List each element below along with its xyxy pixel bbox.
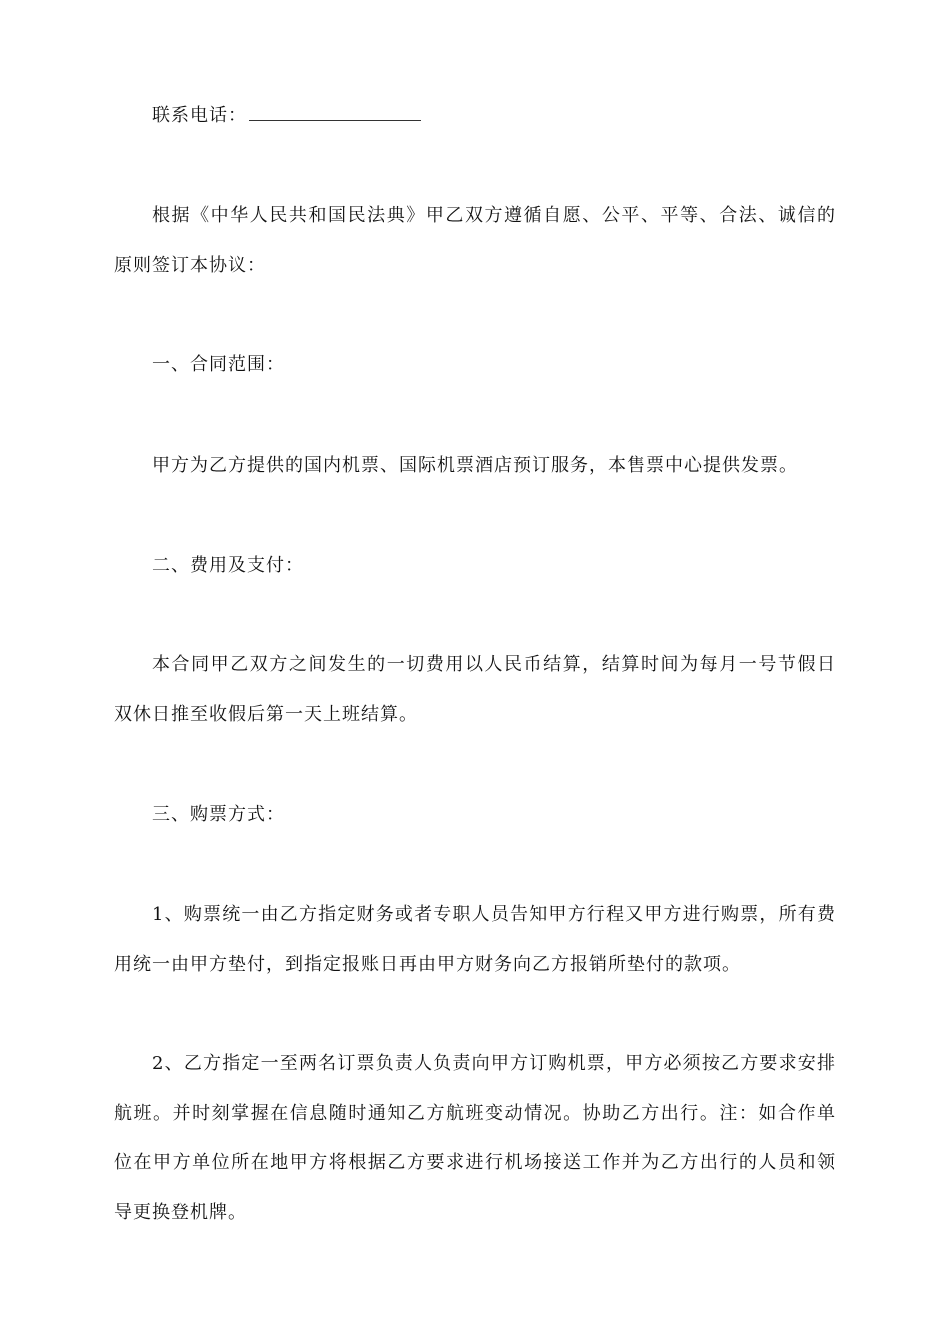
section3-item1-line-1: 1、购票统一由乙方指定财务或者专职人员告知甲方行程又甲方进行购票，所有费 [152, 904, 836, 925]
section2-line-2: 双休日推至收假后第一天上班结算。 [114, 704, 418, 725]
section3-item1-line-2: 用统一由甲方垫付，到指定报账日再由甲方财务向乙方报销所垫付的款项。 [114, 954, 741, 975]
section3-item2-line-3: 位在甲方单位所在地甲方将根据乙方要求进行机场接送工作并为乙方出行的人员和领 [114, 1152, 836, 1173]
section3-item2-line-2: 航班。并时刻掌握在信息随时通知乙方航班变动情况。协助乙方出行。注：如合作单 [114, 1103, 836, 1124]
section1-heading: 一、合同范围： [152, 354, 285, 375]
contact-phone-label: 联系电话： [152, 105, 247, 126]
section3-item2-line-4: 导更换登机牌。 [114, 1202, 247, 1223]
section2-heading: 二、费用及支付： [152, 555, 304, 576]
section3-heading: 三、购票方式： [152, 804, 285, 825]
section2-line-1: 本合同甲乙双方之间发生的一切费用以人民币结算，结算时间为每月一号节假日 [152, 654, 836, 675]
section3-item2-line-1: 2、乙方指定一至两名订票负责人负责向甲方订购机票，甲方必须按乙方要求安排 [152, 1053, 836, 1074]
contact-phone-blank [249, 104, 421, 121]
intro-line-2: 原则签订本协议： [114, 255, 266, 276]
intro-line-1: 根据《中华人民共和国民法典》甲乙双方遵循自愿、公平、平等、合法、诚信的 [152, 205, 836, 226]
contact-phone-line [152, 104, 874, 128]
section1-body: 甲方为乙方提供的国内机票、国际机票酒店预订服务，本售票中心提供发票。 [152, 455, 798, 476]
